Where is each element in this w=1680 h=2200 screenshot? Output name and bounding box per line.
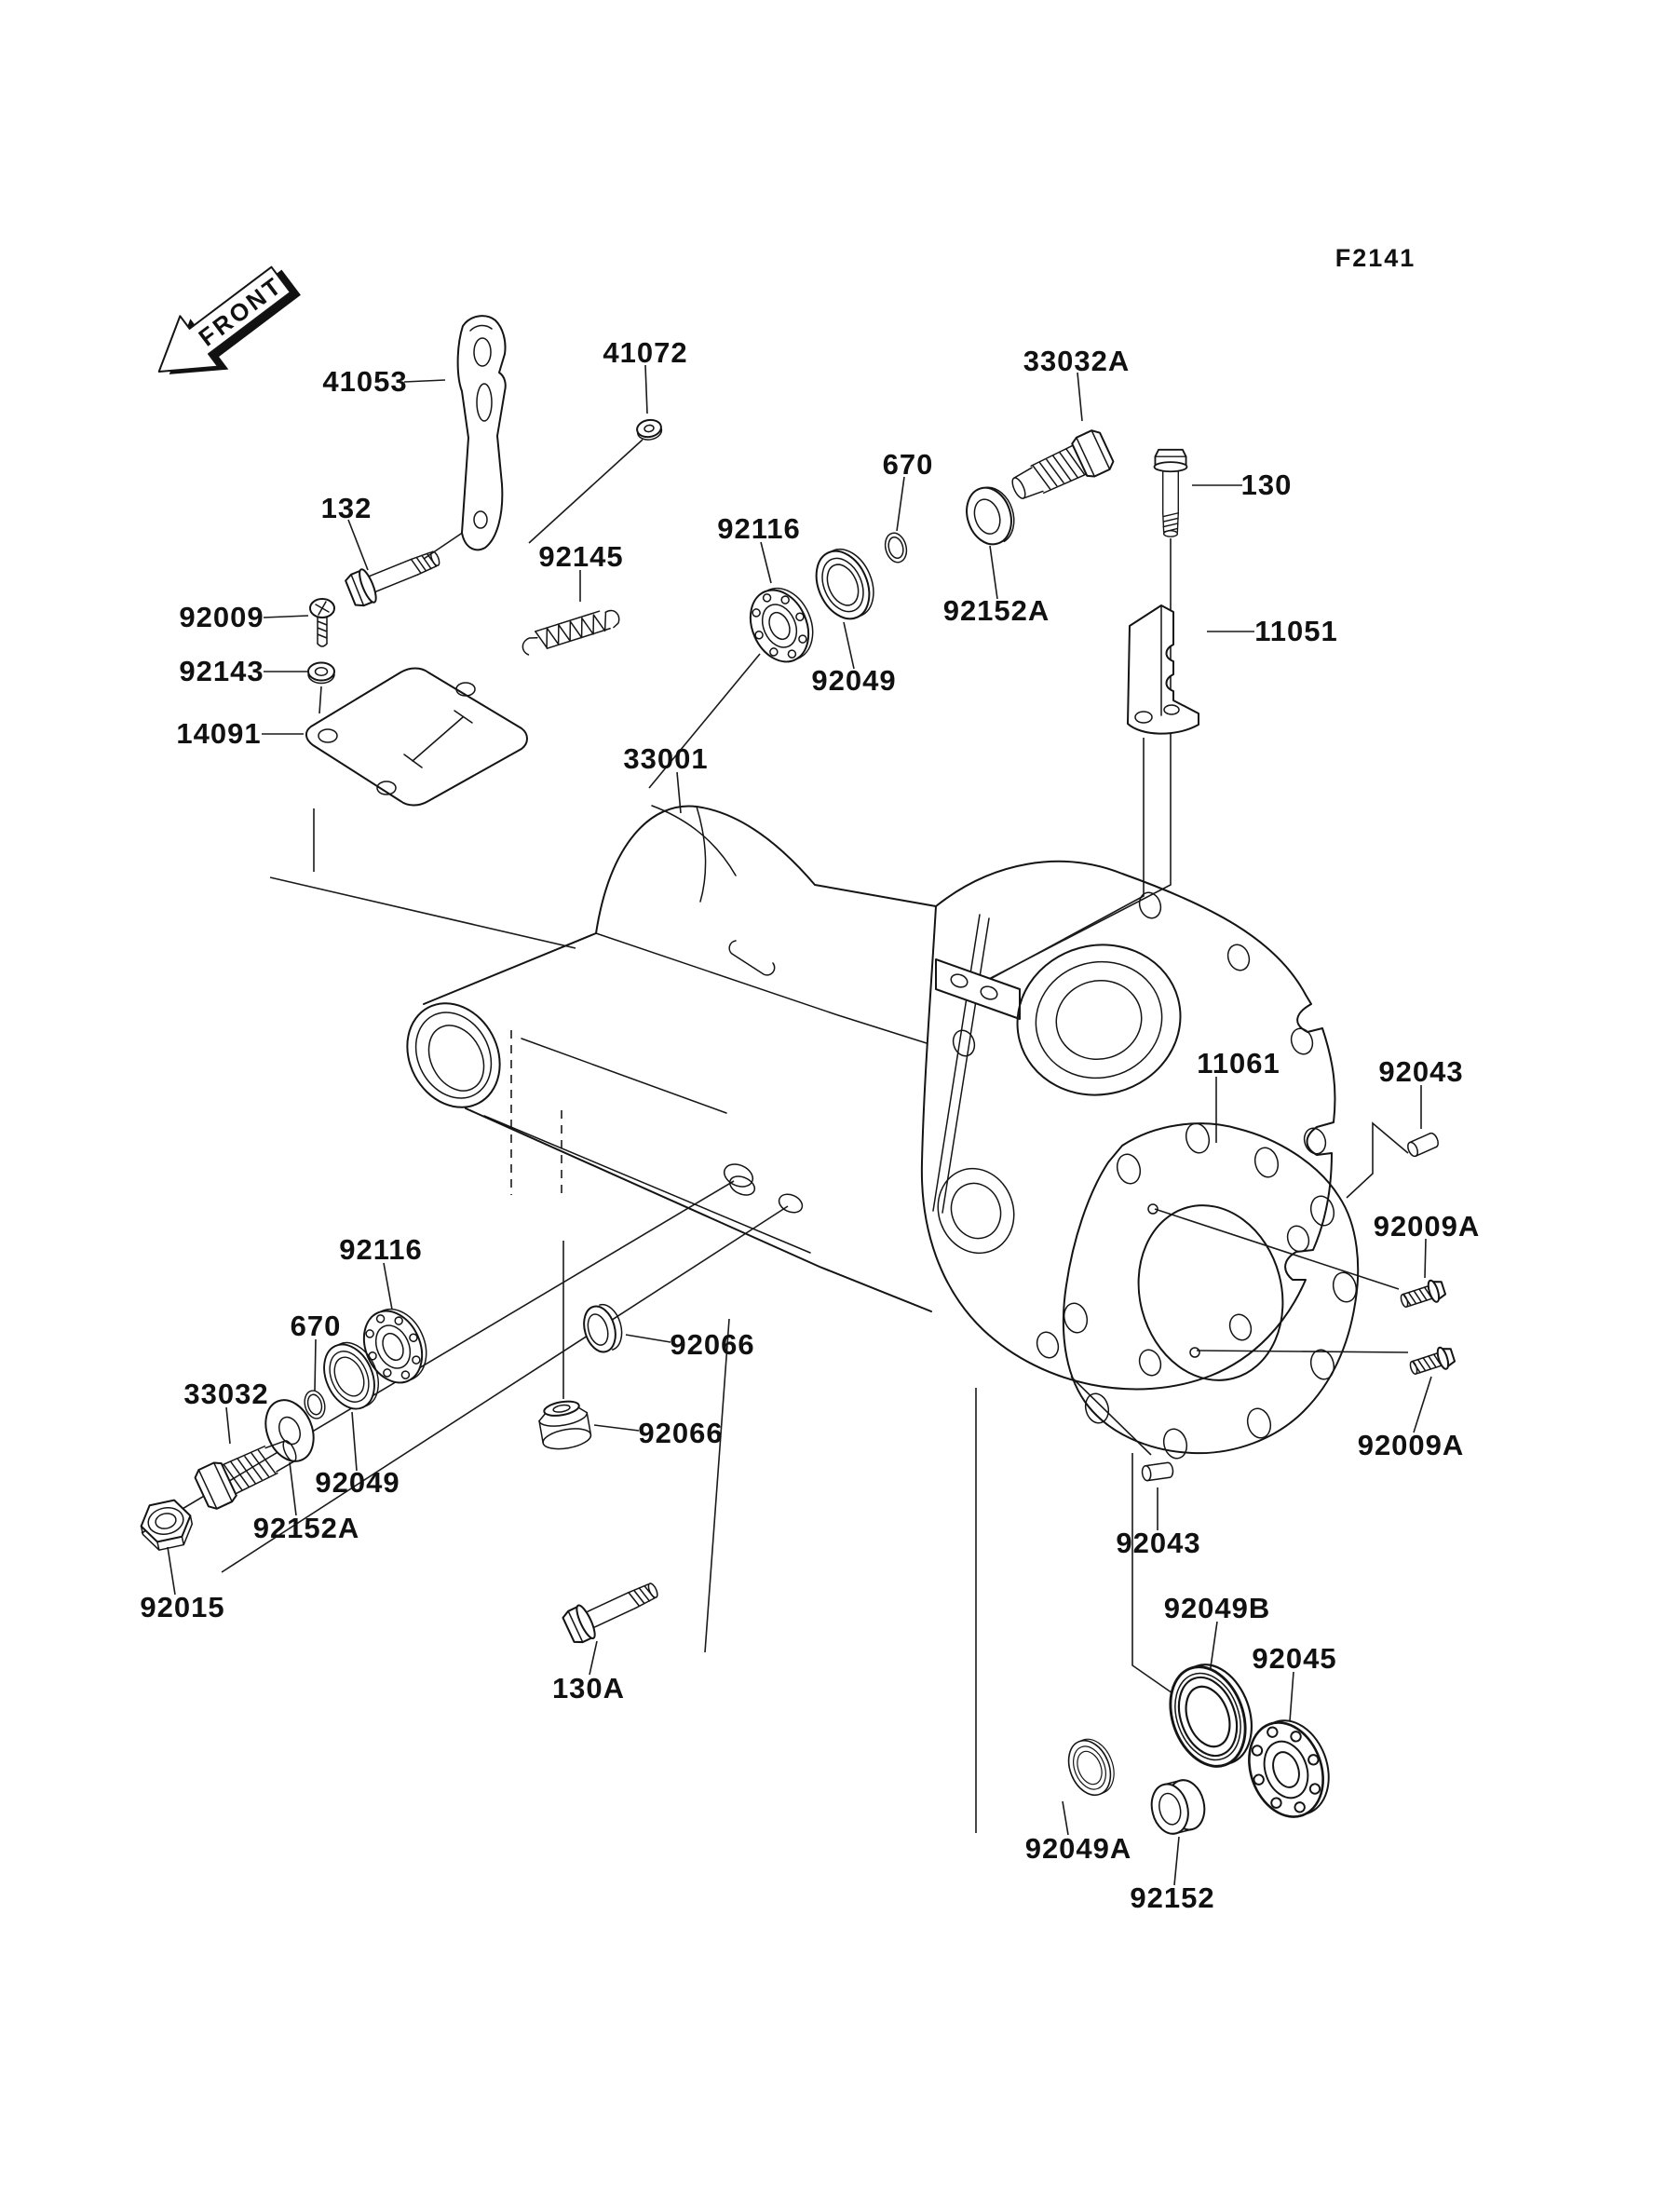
part-label-92043-lower: 92043 [1116, 1527, 1201, 1559]
front-direction-arrow-icon [140, 251, 310, 403]
seal-92049-upper [806, 541, 884, 628]
part-label-11051: 11051 [1254, 615, 1338, 647]
bolt-130 [1155, 450, 1187, 536]
part-label-132: 132 [320, 492, 373, 524]
grommet-92066-lower [536, 1398, 592, 1452]
screw-92009a-upper [1398, 1277, 1446, 1311]
screw-92009 [310, 599, 334, 646]
bearing-92116-upper [739, 579, 823, 672]
part-label-33001: 33001 [623, 742, 709, 775]
part-label-92049a: 92049A [1024, 1832, 1132, 1865]
part-label-92049-lower: 92049 [315, 1466, 400, 1499]
part-label-670-upper: 670 [882, 448, 934, 481]
part-label-41072: 41072 [603, 336, 688, 369]
part-label-92043-upper: 92043 [1378, 1055, 1464, 1088]
part-label-92116-lower: 92116 [339, 1233, 423, 1266]
part-label-92152a-upper: 92152A [942, 594, 1050, 627]
bolt-132 [344, 541, 444, 609]
front-label: FRONT [193, 270, 289, 352]
part-label-92145: 92145 [538, 540, 624, 573]
oring-670-upper [882, 531, 910, 565]
part-label-92009a-lower: 92009A [1357, 1429, 1465, 1461]
part-label-92152: 92152 [1130, 1881, 1215, 1914]
plug-33032a [1006, 428, 1116, 509]
nut-41072 [636, 418, 663, 441]
seal-92049a [1061, 1733, 1121, 1801]
screw-92009a-lower [1407, 1344, 1456, 1378]
part-label-92152a-lower: 92152A [252, 1512, 360, 1544]
part-label-14091: 14091 [176, 717, 262, 750]
washer-92143 [308, 663, 334, 684]
part-label-33032: 33032 [183, 1378, 269, 1410]
spring-92145 [519, 606, 622, 656]
collar-92152a-upper [960, 482, 1022, 550]
cover-plate-14091 [306, 669, 527, 806]
part-label-130a: 130A [551, 1672, 626, 1704]
guide-bracket-41053 [458, 316, 506, 550]
part-label-11061: 11061 [1197, 1047, 1280, 1080]
part-label-92009a-upper: 92009A [1373, 1210, 1481, 1243]
bracket-11051 [1128, 605, 1199, 734]
part-label-41053: 41053 [322, 365, 408, 398]
collar-92152 [1146, 1776, 1209, 1838]
bolt-130a [561, 1573, 663, 1647]
part-label-92049-upper: 92049 [811, 664, 897, 697]
part-label-130: 130 [1240, 469, 1293, 501]
pin-92043-upper [1406, 1132, 1441, 1158]
figure-code: F2141 [1335, 244, 1416, 272]
part-label-92015: 92015 [140, 1591, 225, 1623]
part-label-92143: 92143 [179, 655, 264, 687]
part-label-92009: 92009 [179, 601, 264, 633]
leader-lines [142, 365, 1431, 1885]
part-labels [140, 336, 1480, 1914]
part-label-92116-upper: 92116 [717, 512, 801, 545]
part-label-92066-upper: 92066 [670, 1328, 755, 1361]
part-label-92045: 92045 [1252, 1642, 1337, 1675]
pin-92043-lower [1142, 1462, 1174, 1481]
part-label-670-lower: 670 [290, 1310, 342, 1342]
part-label-33032a: 33032A [1023, 345, 1131, 377]
part-label-92049b: 92049B [1163, 1592, 1271, 1624]
cap-92066-upper [579, 1301, 627, 1356]
part-label-92066-lower: 92066 [638, 1417, 724, 1449]
